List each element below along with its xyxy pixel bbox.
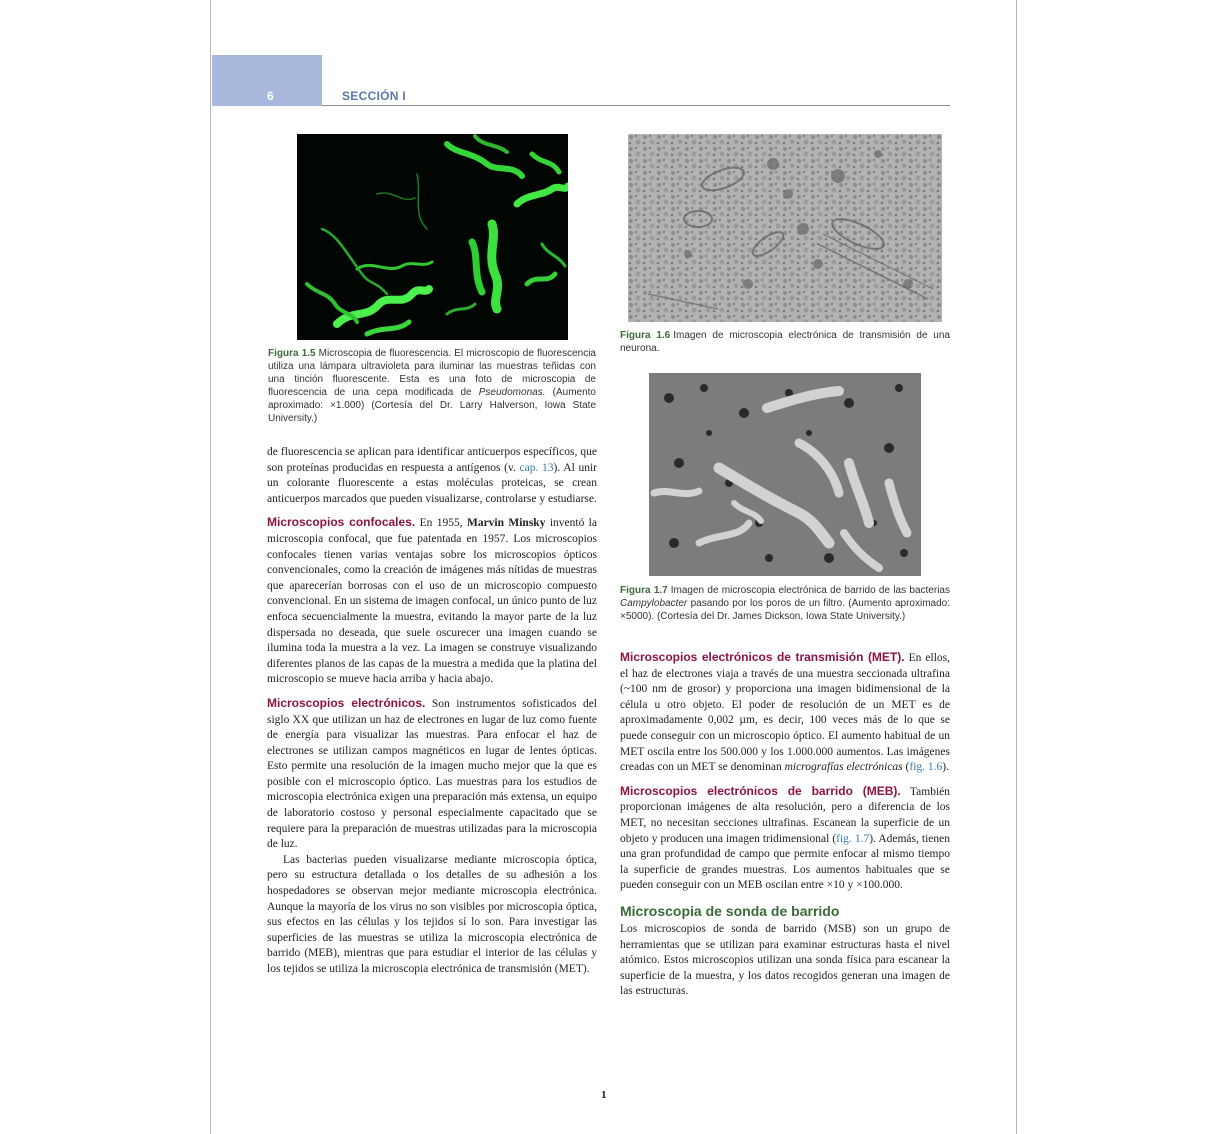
figure-1-7-label: Figura 1.7 xyxy=(620,585,668,596)
xref-fig-1-7[interactable]: fig. 1.7 xyxy=(836,832,870,845)
runhead-confocal: Microscopios confocales. xyxy=(267,515,416,530)
right-column-text xyxy=(620,650,950,1000)
text-run: ( xyxy=(902,761,910,774)
text-run: ). Al unir un colorante fluorescente a estas moléculas proteicas, se crean anticuerpos marcados que pueden visualizarse, controlarse y estudiarse. xyxy=(267,461,597,505)
runhead-meb: Microscopios electrónicos de barrido (MEB). xyxy=(620,783,901,798)
figure-1-5-caption xyxy=(268,347,596,425)
text-run: En ellos, el haz de electrones viaja a través de una muestra seccionada ultrafina (~100 nm de grosor) y proporciona una imagen bidimensional de la célula u otro objeto. El poder de resolución de un MET es de aproximadamente 0,002 µm, es decir, 100 veces más de lo que se puede conseguir con un microscopio óptico. El aumento habitual de un MET oscila entre los 500.000 y los 1.000.000 aumentos. Las imágenes creadas con un MET se denominan xyxy=(620,652,950,774)
text-run: ). Además, tienen una gran profundidad de campo que permite enfocar al mismo tiempo la superficie de grandes muestras. Los aumentos habituales que se pueden conseguir con un MEB oscilan entre ×10 y ×100.000. xyxy=(620,832,950,892)
term-micrografias: micrografías electrónicas xyxy=(784,761,903,774)
figure-1-7-caption-text: Imagen de microscopia electrónica de barrido de las bacterias xyxy=(670,585,950,596)
page-folio: 1 xyxy=(601,1089,607,1101)
paragraph-confocal xyxy=(267,515,597,688)
sem-campylobacter-image xyxy=(649,373,921,576)
text-run: ). xyxy=(942,761,949,774)
figure-1-7-caption xyxy=(620,584,950,623)
figure-1-7-caption-credit: pasando por los poros de un filtro. (Aumento aproximado: ×5000). (Cortesía del Dr. James Dickson, Iowa State University.) xyxy=(620,598,950,622)
xref-chapter-13[interactable]: cap. 13 xyxy=(519,461,554,474)
paragraph-met xyxy=(620,650,950,776)
paragraph-msb: Los microscopios de sonda de barrido (MSB) son un grupo de herramientas que se utilizan para examinar estructuras hasta el nivel atómico. Estos microscopios utilizan una sonda física para escanear la superficie de la muestra, y los datos recogidos generan una imagen de las estructuras. xyxy=(620,922,950,998)
text-run: En 1955, xyxy=(415,517,467,530)
heading-msb: Microscopia de sonda de barrido xyxy=(620,902,840,919)
paragraph-fluorescence-cont xyxy=(267,445,597,507)
paragraph-bacteria: Las bacterias pueden visualizarse mediante microscopia óptica, pero su estructura detallada o los detalles de su adhesión a los hospedadores se observan mejor mediante microscopia electrónica. Aunque la mayoría de los virus no son visibles por microscopia óptica, sus efectos en las células y los tejidos sí lo son. Para investigar las superficies de las muestras se utiliza la microscopia electrónica de barrido (MEB), mientras que para estudiar el interior de las células y los tejidos se utiliza la microscopia electrónica de transmisión (MET). xyxy=(267,853,597,975)
runhead-electron: Microscopios electrónicos. xyxy=(267,695,426,710)
runhead-met: Microscopios electrónicos de transmisión (MET). xyxy=(620,650,905,664)
left-column-text xyxy=(267,445,597,978)
figure-1-6-label: Figura 1.6 xyxy=(620,330,671,341)
header-page-number: 6 xyxy=(267,89,274,103)
figure-1-5-label: Figura 1.5 xyxy=(268,348,316,359)
figure-1-5-caption-text: Microscopia de fluorescencia. El microscopio de fluorescencia utiliza una lámpara ultravioleta para iluminar las muestras teñidas con una tinción fluorescente. Esta es una foto de microscopia de fluorescencia de una cepa modificada de xyxy=(268,348,596,398)
xref-fig-1-6[interactable]: fig. 1.6 xyxy=(909,761,943,774)
header-section-label: SECCIÓN I xyxy=(342,89,407,103)
figure-1-7-species: Campylobacter xyxy=(620,598,688,609)
header-rule xyxy=(322,105,950,106)
tem-neuron-image xyxy=(628,134,942,322)
paragraph-meb xyxy=(620,784,950,894)
figure-1-5-species: Pseudomonas. xyxy=(478,387,546,398)
book-page xyxy=(210,0,1017,1134)
inventor-name: Marvin Minsky xyxy=(466,517,546,530)
text-run: inventó la microscopia confocal, que fue patentada en 1957. Los microscopios confocales tienen varias ventajas sobre los microscopios ópticos convencionales, como la creación de imágenes más nítidas de muestras que aparecerían borrosas con el uso de un microscopio compuesto convencional. En un sistema de imagen confocal, un único punto de luz enfoca secuencialmente la muestra, evitando la mayor parte de la luz dispersada no deseada, que suele oscurecer una imagen cuando se ilumina toda la muestra a la vez. La imagen se construye visualizando diferentes planos de las capas de la muestra a medida que la platina del microscopio se mueve hacia arriba y hacia abajo. xyxy=(267,517,597,686)
text-run: Son instrumentos sofisticados del siglo XX que utilizan un haz de electrones en lugar de luz como fuente de energía para visualizar las muestras. Para enfocar el haz de electrones se utilizan campos magnéticos en lugar de lentes ópticas. Esto permite una resolución de la imagen mucho mejor que la que es posible con el microscopio óptico. Las muestras para los estudios de microscopia electrónica exigen una preparación más extensa, un equipo de laboratorio costoso y personal especialmente capacitado que se requiere para la preparación de muestras utilizadas para la microscopia de luz. xyxy=(267,697,597,851)
text-run: de fluorescencia se aplican para identificar anticuerpos específicos, que son proteínas producidas en respuesta a antígenos (v. xyxy=(267,446,597,474)
figure-1-5-caption-credit: (Aumento aproximado: ×1.000) (Cortesía del Dr. Larry Halverson, Iowa State University.) xyxy=(268,387,596,424)
text-run: También proporcionan imágenes de alta resolución, pero a diferencia de los MET, no necesitan secciones ultrafinas. Escanean la superficie de un objeto y producen una imagen tridimensional ( xyxy=(620,785,950,845)
figure-1-6-caption-text: Imagen de microscopia electrónica de transmisión de una neurona. xyxy=(620,330,950,354)
fluorescence-micrograph-image xyxy=(297,134,568,340)
figure-1-6-caption xyxy=(620,329,950,355)
paragraph-electron xyxy=(267,696,597,853)
